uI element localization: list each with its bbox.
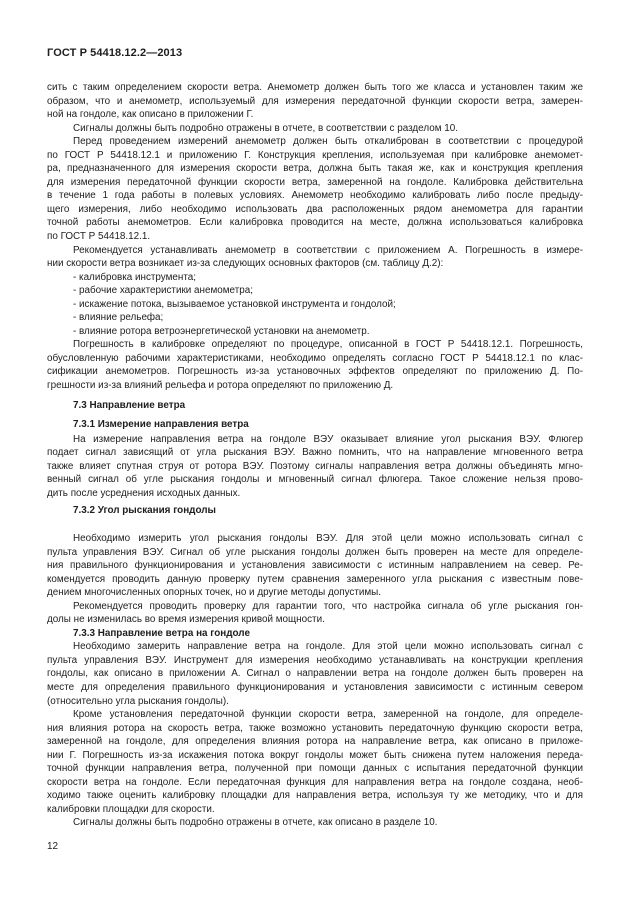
text-line: ной на гондоле, как описано в приложении Г. <box>47 109 254 121</box>
text-line: дить после усреднения исходных данных. <box>47 487 241 499</box>
text-line: в течение 1 года работы в полевых условиях. Анемометр необходимо калибровать либо после предыду- <box>47 190 583 202</box>
paragraph <box>47 122 583 136</box>
page-number: 12 <box>47 841 59 852</box>
text-line: нии скорости ветра возникает из-за следующих основных факторов (см. таблицу Д.2): <box>47 258 444 270</box>
section-heading: 7.3.3 Направление ветра на гондоле <box>73 627 250 639</box>
text-line: образом, что и анемометр, используемый для измерения передаточной функции скорости ветра, замерен- <box>47 95 583 107</box>
text-line: пульта управления ВЭУ. Сигнал об угле рыскания гондолы должен быть проверен на месте для определе- <box>47 546 583 558</box>
paragraph <box>47 338 583 392</box>
text-line: замеренной на гондоле, для определения влияния ротора на направление ветра, как описано в приложе- <box>47 736 583 748</box>
text-line: Кроме установления передаточной функции скорости ветра, замеренной на гондоле, для определе- <box>73 709 583 721</box>
text-line: венный сигнал об угле рыскания гондолы и мгновенный сигнал флюгера. Такое сложение нельзя прово- <box>47 474 583 486</box>
text-line: для измерения передаточной функции скорости ветра, замеренной на гондоле. Калибровка действительна <box>47 176 583 188</box>
text-line: обусловленную рабочими характеристиками, необходимо определять согласно ГОСТ Р 54418.12.1 по клас- <box>47 352 583 364</box>
document-header: ГОСТ Р 54418.12.2—2013 <box>47 47 183 59</box>
text-line: по ГОСТ Р 54418.12.1. <box>47 231 151 243</box>
text-line: грешности из-за влияний рельефа и ротора определяют по приложению Д. <box>47 380 394 392</box>
text-line: Перед проведением измерений анемометр должен быть откалиброван в соответствии с процедурой <box>73 136 583 148</box>
list-item: - рабочие характеристики анемометра; <box>73 285 253 297</box>
text-line: Сигналы должны быть подробно отражены в отчете, как описано в разделе 10. <box>73 817 438 829</box>
paragraph <box>47 81 583 122</box>
text-line: Погрешность в калибровке определяют по процедуре, описанной в ГОСТ Р 54418.12.1. Погрешность, <box>73 339 583 351</box>
text-line: щего измерения, либо необходимо использовать два расположенных рядом анемометра для гарантии <box>47 203 583 215</box>
list-item: - влияние рельефа; <box>73 312 164 324</box>
text-line: калибровки площадки для скорости. <box>47 803 215 815</box>
bullet-list <box>47 271 583 339</box>
section-heading: 7.3 Направление ветра <box>73 399 186 411</box>
text-line: комендуется проводить данную проверку путем сравнения замеренного угла рыскания с известным пове- <box>47 573 583 585</box>
paragraph <box>47 708 583 816</box>
paragraph <box>47 816 583 830</box>
text-line: пульта управления ВЭУ. Инструмент для измерения необходимо устанавливать на конструкции крепления <box>47 654 583 666</box>
paragraph <box>47 244 583 271</box>
text-line: ходимо также оценить калибровку площадки для направления ветра, используя ту же методику, что и для <box>47 790 583 802</box>
paragraph <box>47 135 583 243</box>
text-line: также влияет спутная струя от ротора ВЭУ. Поэтому сигналы направления ветра должны объединять мгно- <box>47 460 583 472</box>
list-item: - калибровка инструмента; <box>73 271 197 283</box>
text-line: (относительно угла рыскания гондолы). <box>47 695 229 707</box>
text-line: Необходимо замерить направление ветра на гондоле. Для этой цели можно использовать сигнал с <box>73 641 583 653</box>
text-line: ния влияния ротора на скорость ветра, также возможно установить передаточную функцию скорости ветра, <box>47 722 583 734</box>
paragraph <box>47 532 583 600</box>
text-line: ния правильного функционирования и установления зависимости с истинным направлением на север. Ре- <box>47 560 583 572</box>
text-line: Рекомендуется проводить проверку для гарантии того, что настройка сигнала об угле рыскания гон- <box>73 600 583 612</box>
text-line: точной функции направления ветра, полученной при помощи данных с испытания передаточной функции <box>47 763 583 775</box>
text-line: месте для определения правильного функционирования и установления зависимости с истинным севером <box>47 681 583 693</box>
section-heading: 7.3.2 Угол рыскания гондолы <box>73 505 216 517</box>
text-line: по ГОСТ Р 54418.12.1 и приложению Г. Конструкция крепления, используемая при калибровке анемомет- <box>47 149 583 161</box>
section-heading: 7.3.1 Измерение направления ветра <box>73 419 249 431</box>
text-line: Рекомендуется устанавливать анемометр в соответствии с приложением А. Погрешность в измере- <box>73 244 583 256</box>
text-line: ра, предназначенного для измерения скорости ветра, должна быть такая же, как и конструкция крепления <box>47 163 583 175</box>
text-line: скорости ветра на гондоле. Если передаточная функция для направления ветра на гондоле создана, необ- <box>47 776 583 788</box>
list-item: - искажение потока, вызываемое установкой инструмента и гондолой; <box>73 298 396 310</box>
text-line: Необходимо измерить угол рыскания гондолы ВЭУ. Для этой цели можно использовать сигнал с <box>73 532 583 544</box>
text-line: На измерение направления ветра на гондоле ВЭУ оказывает влияние угол рыскания ВЭУ. Флюгер <box>73 433 583 445</box>
text-line: точной работы анемометров. Если калибровка проводится на месте, должна использоваться калибровка <box>47 217 583 229</box>
list-item: - влияние ротора ветроэнергетической установки на анемометр. <box>73 325 370 337</box>
text-line: гондолы, как описано в приложении А. Сигнал о направлении ветра на гондоле должен быть проверен на <box>47 668 583 680</box>
text-line: Сигналы должны быть подробно отражены в отчете, в соответствии с разделом 10. <box>73 122 458 134</box>
paragraph <box>47 640 583 708</box>
text-line: долы не изменилась во время измерения кривой мощности. <box>47 614 325 626</box>
text-line: подает сигнал зависящий от угла рыскания ВЭУ. Важно помнить, что на направление мгновенного ветра <box>47 447 583 459</box>
paragraph <box>47 433 583 501</box>
text-line: сить с таким определением скорости ветра. Анемометр должен быть того же класса и установлен таким же <box>47 82 583 93</box>
text-line: дением многочисленных опорных точек, но и другие методы допустимы. <box>47 587 382 599</box>
text-line: сификации анемометров. Погрешность из-за установочных эффектов определяют по приложению Д. По- <box>47 366 583 378</box>
paragraph <box>47 600 583 627</box>
document-body <box>47 81 583 830</box>
text-line: нии Г. Погрешность из-за искажения потока вокруг гондолы может быть снижена путем наложения переда- <box>47 749 583 761</box>
